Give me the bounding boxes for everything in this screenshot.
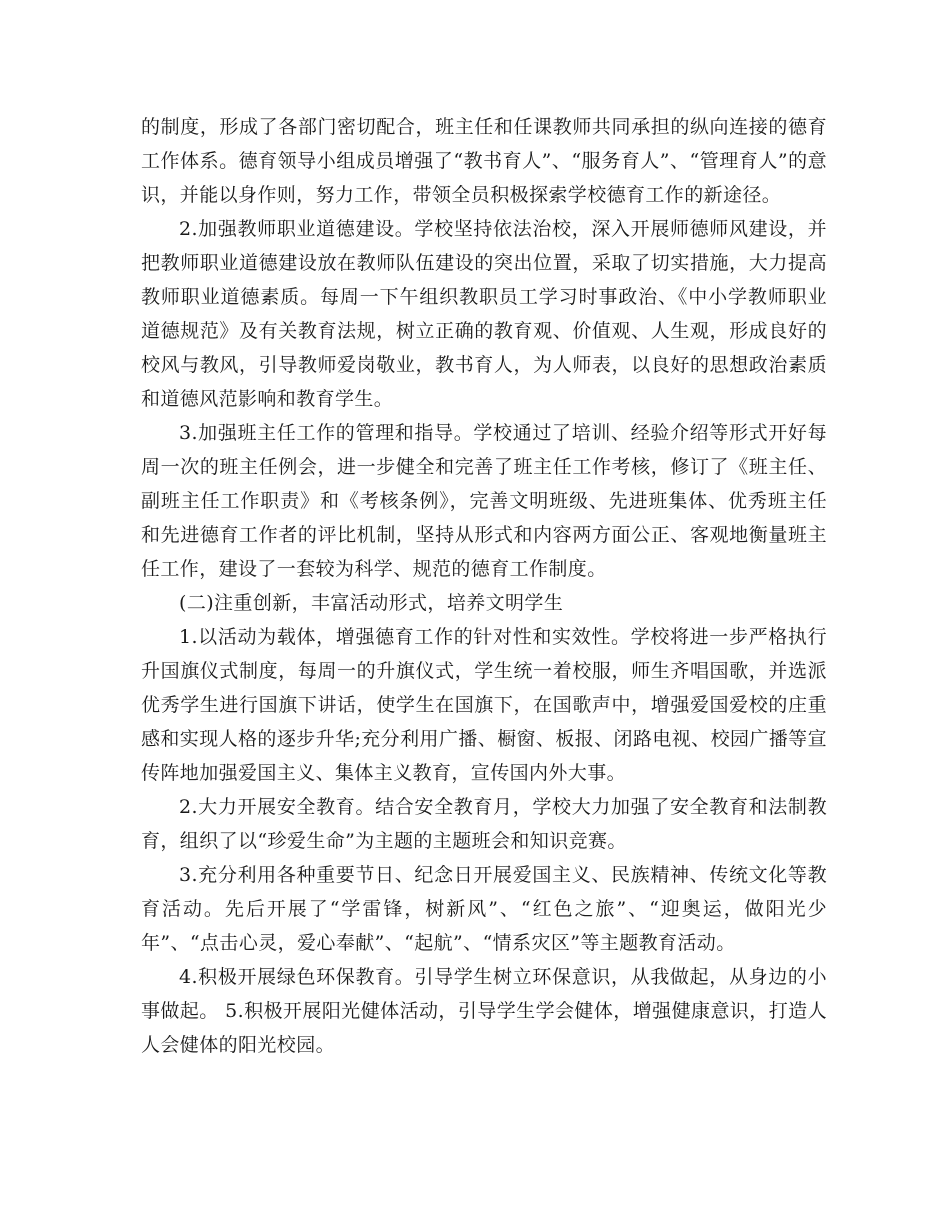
section-heading: (二)注重创新，丰富活动形式，培养文明学生	[179, 592, 564, 614]
paragraph-3: 3.加强班主任工作的管理和指导。学校通过了培训、经验介绍等形式开好每周一次的班主任例会，进一步健全和完善了班主任工作考核，修订了《班主任、副班主任工作职责》和《考核条例》，完善文明班级、先进班集体、优秀班主任和先进德育工作者的评比机制，坚持从形式和内容两方面公正、客观地衡量班主任工作，建设了一套较为科学、规范的德育工作制度。	[141, 422, 827, 580]
document-body	[141, 110, 827, 1062]
paragraph-6: 2.大力开展安全教育。结合安全教育月，学校大力加强了安全教育和法制教育，组织了以“珍爱生命”为主题的主题班会和知识竞赛。	[141, 796, 827, 852]
paragraph-8: 4.积极开展绿色环保教育。引导学生树立环保意识，从我做起，从身边的小事做起。 5.积极开展阳光健体活动，引导学生学会健体，增强健康意识，打造人人会健体的阳光校园。	[141, 966, 827, 1056]
paragraph-7: 3.充分利用各种重要节日、纪念日开展爱国主义、民族精神、传统文化等教育活动。先后开展了“学雷锋，树新风”、“红色之旅”、“迎奥运，做阳光少年”、“点击心灵，爱心奉献”、“起航”、“情系灾区”等主题教育活动。	[141, 864, 827, 954]
paragraph-1: 的制度，形成了各部门密切配合，班主任和任课教师共同承担的纵向连接的德育工作体系。德育领导小组成员增强了“教书育人”、“服务育人”、“管理育人”的意识，并能以身作则，努力工作，带领全员积极探索学校德育工作的新途径。	[141, 116, 827, 206]
paragraph-2: 2.加强教师职业道德建设。学校坚持依法治校，深入开展师德师风建设，并把教师职业道德建设放在教师队伍建设的突出位置，采取了切实措施，大力提高教师职业道德素质。每周一下午组织教职员工学习时事政治、《中小学教师职业道德规范》及有关教育法规，树立正确的教育观、价值观、人生观，形成良好的校风与教风，引导教师爱岗敬业，教书育人，为人师表，以良好的思想政治素质和道德风范影响和教育学生。	[141, 218, 827, 410]
paragraph-5: 1.以活动为载体，增强德育工作的针对性和实效性。学校将进一步严格执行升国旗仪式制度，每周一的升旗仪式，学生统一着校服，师生齐唱国歌，并选派优秀学生进行国旗下讲话，使学生在国旗下，在国歌声中，增强爱国爱校的庄重感和实现人格的逐步升华;充分利用广播、橱窗、板报、闭路电视、校园广播等宣传阵地加强爱国主义、集体主义教育，宣传国内外大事。	[141, 626, 827, 784]
